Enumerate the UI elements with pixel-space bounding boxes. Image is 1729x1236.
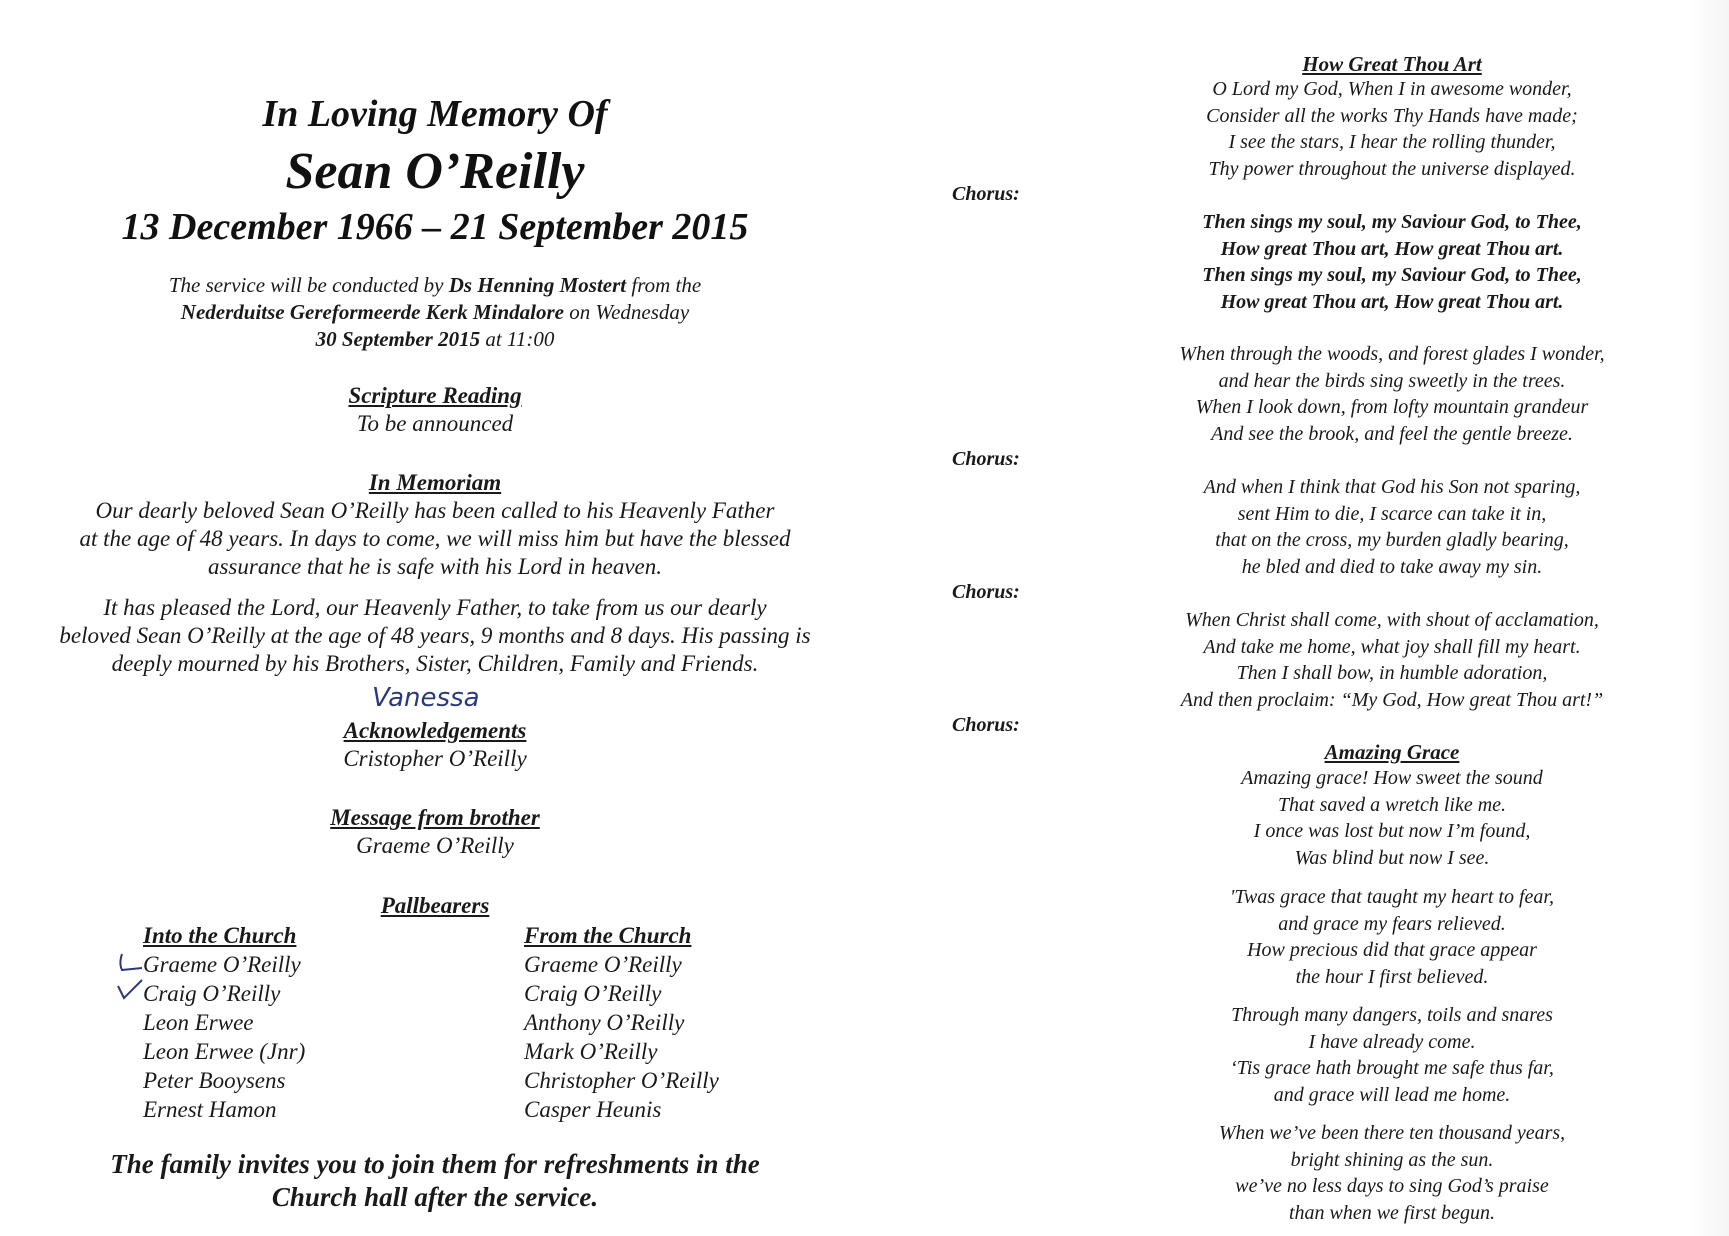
pallbearer-name: Craig O’Reilly [143, 981, 281, 1006]
service-text-3: on Wednesday [564, 300, 690, 324]
closing-line: Church hall after the service. [271, 1182, 599, 1212]
lyric-line: and grace will lead me home. [1273, 1083, 1511, 1106]
memoriam-line: Our dearly beloved Sean O’Reilly has been called to his Heavenly Father [95, 498, 775, 523]
pallbearer-name: Ernest Hamon [143, 1097, 277, 1122]
deceased-name: Sean O’Reilly [285, 143, 585, 200]
memoriam-paragraph-2 [10, 594, 860, 678]
lyric-line: Then I shall bow, in humble adoration, [1236, 662, 1548, 684]
pallbearer-name: Mark O’Reilly [524, 1039, 658, 1064]
chorus-label: Chorus: [952, 183, 1020, 205]
pallbearer-name: Christopher O’Reilly [524, 1068, 719, 1093]
lyric-line: Amazing grace! How sweet the sound [1241, 767, 1543, 789]
service-text-4: at 11:00 [480, 327, 555, 351]
lyric-line: And see the brook, and feel the gentle breeze. [1211, 422, 1573, 445]
lyric-line: Consider all the works Thy Hands have made; [1206, 104, 1578, 127]
lyric-line: he bled and died to take away my sin. [1241, 555, 1543, 578]
life-dates: 13 December 1966 – 21 September 2015 [121, 206, 749, 248]
pallbearers-title: Pallbearers [380, 893, 490, 918]
memoriam-line: at the age of 48 years. In days to come, we will miss him but have the blessed [79, 526, 791, 551]
lyric-line: 'Twas grace that taught my heart to fear, [1230, 886, 1554, 908]
lyric-line: Was blind but now I see. [1294, 846, 1490, 869]
hymn1-title: How Great Thou Art [1302, 52, 1482, 76]
from-church-heading: From the Church [524, 923, 692, 948]
lyric-line: and grace my fears relieved. [1278, 912, 1506, 935]
lyric-line: When through the woods, and forest glades I wonder, [1179, 343, 1605, 365]
chorus-label: Chorus: [952, 714, 1020, 736]
chorus-label: Chorus: [952, 581, 1020, 603]
lyric-line: Through many dangers, toils and snares [1231, 1004, 1553, 1026]
memoriam-line: It has pleased the Lord, our Heavenly Father, to take from us our dearly [103, 595, 767, 620]
minister-name: Ds Henning Mostert [448, 273, 627, 297]
memoriam-line: assurance that he is safe with his Lord in heaven. [207, 554, 662, 579]
memoriam-line: beloved Sean O’Reilly at the age of 48 years, 9 months and 8 days. His passing is [59, 623, 811, 648]
hymn2-verse-1 [1122, 765, 1662, 871]
message-text: Graeme O’Reilly [356, 833, 514, 858]
lyric-line: we’ve no less days to sing God’s praise [1235, 1175, 1549, 1197]
memory-heading: In Loving Memory Of [262, 93, 608, 135]
hymn1-verse-1 [1122, 76, 1662, 182]
hymn2-verse-4 [1122, 1120, 1662, 1226]
pallbearer-name: Casper Heunis [524, 1097, 662, 1122]
lyric-line: Thy power throughout the universe displayed. [1208, 157, 1576, 180]
service-details [0, 272, 870, 353]
chorus-label: Chorus: [952, 448, 1020, 470]
lyric-line: And then proclaim: “My God, How great Thou art!” [1180, 688, 1604, 711]
acknowledgements-title: Acknowledgements [343, 718, 527, 743]
lyric-line: sent Him to die, I scarce can take it in, [1237, 502, 1547, 525]
message-title: Message from brother [330, 805, 540, 830]
memoriam-paragraph-1 [10, 497, 860, 581]
lyric-line: I have already come. [1308, 1030, 1476, 1053]
lyric-line: And when I think that God his Son not sparing, [1203, 476, 1581, 498]
lyric-line: How precious did that grace appear [1247, 939, 1537, 961]
lyric-line: I once was lost but now I’m found, [1253, 820, 1531, 842]
memoriam-line: deeply mourned by his Brothers, Sister, Children, Family and Friends. [111, 651, 759, 676]
service-text-1: The service will be conducted by [168, 273, 449, 297]
lyric-line: Then sings my soul, my Saviour God, to Thee, [1202, 264, 1582, 286]
lyric-line: that on the cross, my burden gladly bearing, [1215, 529, 1569, 551]
lyric-line: and hear the birds sing sweetly in the trees. [1218, 369, 1566, 392]
pallbearers-from-list [524, 921, 719, 1124]
message-section [0, 805, 870, 859]
lyric-line: I see the stars, I hear the rolling thunder, [1228, 131, 1556, 153]
service-date: 30 September 2015 [315, 327, 481, 351]
scripture-title: Scripture Reading [348, 383, 522, 408]
closing-invitation [0, 1148, 870, 1214]
pallbearer-name: Graeme O’Reilly [143, 952, 301, 977]
pallbearers-into-list [143, 921, 305, 1124]
lyric-line: And take me home, what joy shall fill my heart. [1203, 635, 1581, 658]
right-column [930, 0, 1729, 1236]
pallbearer-name: Leon Erwee [143, 1010, 254, 1035]
lyric-line: O Lord my God, When I in awesome wonder, [1212, 78, 1572, 100]
memoriam-title: In Memoriam [368, 470, 502, 495]
pallbearer-name: Craig O’Reilly [524, 981, 662, 1006]
acknowledgements-text: Cristopher O’Reilly [343, 746, 527, 771]
scripture-text: To be announced [356, 411, 514, 436]
hymn1-chorus [1122, 209, 1662, 315]
pallbearers-title-block [0, 893, 870, 919]
pallbearer-name: Graeme O’Reilly [524, 952, 682, 977]
hymn2-verse-2 [1122, 884, 1662, 990]
service-text-2: from the [626, 273, 702, 297]
lyric-line: When Christ shall come, with shout of acclamation, [1185, 609, 1599, 631]
church-name: Nederduitse Gereformeerde Kerk Mindalore [180, 300, 564, 324]
handwritten-check-icon [116, 950, 146, 1010]
hymn2-verse-3 [1122, 1002, 1662, 1108]
lyric-line: When I look down, from lofty mountain grandeur [1195, 396, 1589, 418]
pallbearer-name: Anthony O’Reilly [524, 1010, 685, 1035]
memoriam-title-block [0, 470, 870, 496]
scripture-section [0, 383, 870, 437]
hymn1-verse-3 [1122, 474, 1662, 580]
hymn1-verse-4 [1122, 607, 1662, 713]
pallbearer-name: Leon Erwee (Jnr) [143, 1039, 306, 1064]
lyric-line: When we’ve been there ten thousand years, [1218, 1122, 1566, 1144]
into-church-heading: Into the Church [143, 923, 297, 948]
handwritten-name: Vanessa [372, 683, 480, 713]
lyric-line: bright shining as the sun. [1290, 1148, 1494, 1171]
lyric-line: That saved a wretch like me. [1277, 793, 1507, 816]
hymn2-title: Amazing Grace [1324, 740, 1460, 764]
closing-line: The family invites you to join them for refreshments in the [110, 1149, 760, 1179]
page-edge-shadow [1689, 0, 1729, 1236]
pallbearer-name: Peter Booysens [143, 1068, 286, 1093]
lyric-line: Then sings my soul, my Saviour God, to Thee, [1202, 211, 1582, 233]
lyric-line: ‘Tis grace hath brought me safe thus far, [1230, 1057, 1554, 1079]
lyric-line: than when we first begun. [1288, 1201, 1496, 1224]
lyric-line: the hour I first believed. [1295, 965, 1489, 988]
lyric-line: How great Thou art, How great Thou art. [1220, 237, 1564, 260]
hymn1-verse-2 [1122, 341, 1662, 447]
acknowledgements-section [0, 718, 870, 772]
lyric-line: How great Thou art, How great Thou art. [1220, 290, 1564, 313]
